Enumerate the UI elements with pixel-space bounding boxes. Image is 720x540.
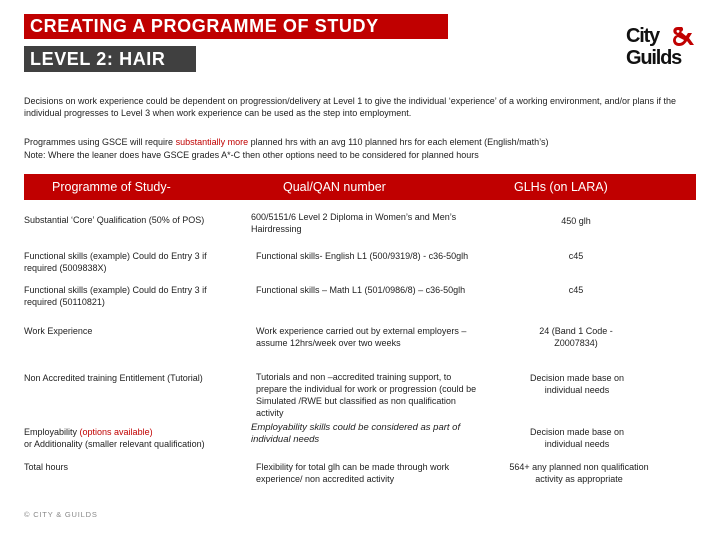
row-2-programme: Functional skills (example) Could do Entry 3 if required (50110821) xyxy=(24,285,207,307)
city-and-guilds-logo xyxy=(624,24,696,70)
notes-line-2: Note: Where the leaner does have GSCE grades A*-C then other options need to be considered for planned hours xyxy=(24,149,479,160)
row-2-glh: c45 xyxy=(568,285,584,295)
row-5-glh: Decision made base on individual needs xyxy=(529,427,625,449)
row-5-employability: Employability xyxy=(24,427,80,437)
row-6-programme: Total hours xyxy=(24,462,69,472)
logo-line-2: Guilds xyxy=(626,47,682,69)
row-2-qual: Functional skills – Math L1 (501/0986/8) – c36-50glh xyxy=(256,285,466,295)
logo-line-1: City xyxy=(626,25,659,47)
intro-paragraph: Decisions on work experience could be dependent on progression/delivery at Level 1 to give the individual ‘experience’ of a working environment, and/or plans if the individual progresses to Level 3 when work experience can be used as the step into employment. xyxy=(24,96,677,118)
row-5-additionality: or Additionality (smaller relevant qualification) xyxy=(24,439,205,449)
header-qual: Qual/QAN number xyxy=(283,180,386,194)
notes-line-1-end: planned hrs with an avg 110 planned hrs for each element (English/math’s) xyxy=(248,137,549,147)
row-5-programme xyxy=(24,426,239,450)
table-header xyxy=(24,174,696,200)
row-3-programme: Work Experience xyxy=(24,326,93,336)
ampersand-logo-icon xyxy=(669,24,695,48)
notes-line-1-start: Programmes using GSCE will require xyxy=(24,137,176,147)
row-3-glh: 24 (Band 1 Code - Z0007834) xyxy=(539,326,613,348)
header-programme: Programme of Study- xyxy=(52,180,171,194)
notes-block xyxy=(24,136,696,161)
row-1-glh: c45 xyxy=(568,251,584,261)
row-6-qual: Flexibility for total glh can be made through work experience/ non accredited activity xyxy=(256,462,450,484)
row-1-qual: Functional skills- English L1 (500/9319/8) - c36-50glh xyxy=(256,251,469,261)
row-1-programme: Functional skills (example) Could do Entry 3 if required (5009838X) xyxy=(24,251,207,273)
row-0-qual: 600/5151/6 Level 2 Diploma in Women’s and Men’s Hairdressing xyxy=(251,212,457,234)
row-4-glh: Decision made base on individual needs xyxy=(529,373,625,395)
row-4-programme: Non Accredited training Entitlement (Tutorial) xyxy=(24,373,203,383)
notes-highlight: substantially more xyxy=(175,137,249,147)
row-4-qual: Tutorials and non –accredited training support, to prepare the individual for work or progression (could be Simulated /RWE but classified as non qualification activity xyxy=(256,372,477,418)
row-5-options: (options available) xyxy=(79,427,153,437)
row-3-qual: Work experience carried out by external employers – assume 12hrs/week over two weeks xyxy=(256,326,467,348)
page-subtitle: LEVEL 2: HAIR xyxy=(24,46,196,72)
row-0-programme: Substantial ‘Core’ Qualification (50% of POS) xyxy=(24,215,205,225)
notes-line-1 xyxy=(24,136,696,149)
copyright-footer: © CITY & GUILDS xyxy=(24,510,98,519)
page-title: CREATING A PROGRAMME OF STUDY xyxy=(24,14,448,39)
header-glh: GLHs (on LARA) xyxy=(514,180,608,194)
row-5-qual: Employability skills could be considered as part of individual needs xyxy=(251,422,461,445)
row-6-glh: 564+ any planned non qualification activity as appropriate xyxy=(509,462,649,484)
row-0-glh: 450 glh xyxy=(561,216,591,226)
